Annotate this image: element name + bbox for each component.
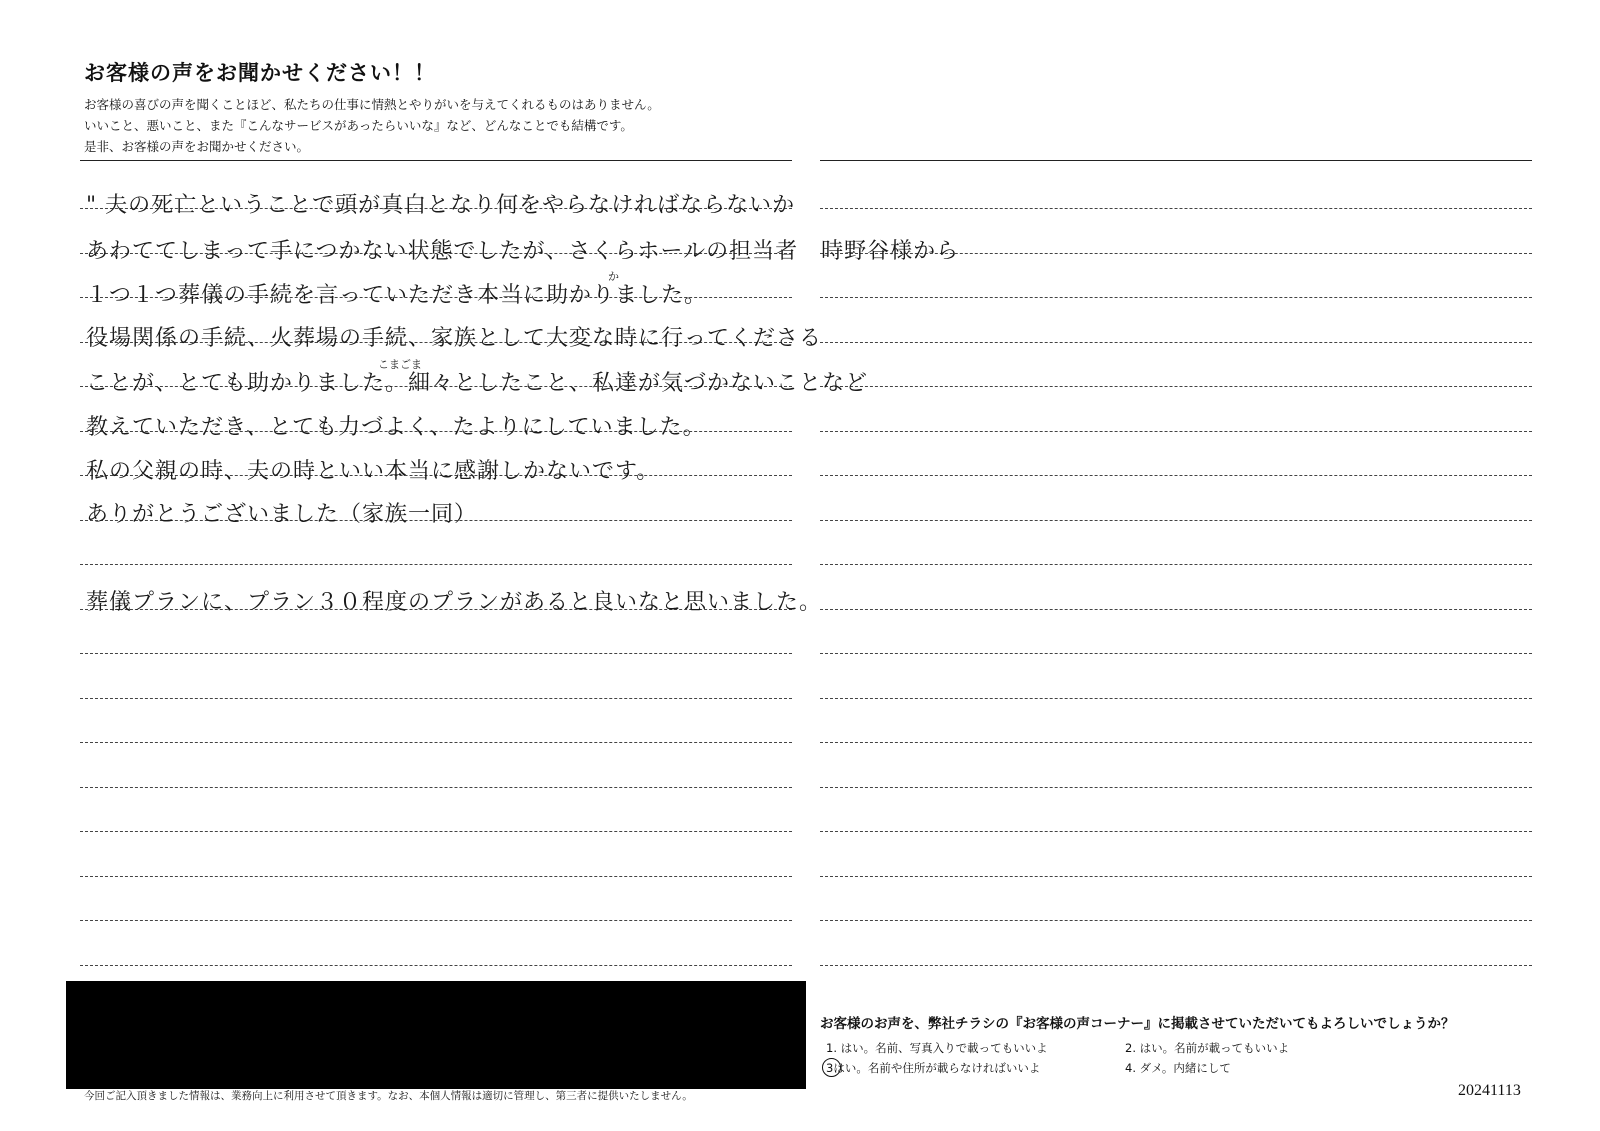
ruled-line — [820, 342, 1532, 343]
ruby-annotation: か — [608, 270, 619, 283]
ruled-line — [820, 520, 1532, 521]
ruled-line — [80, 653, 792, 654]
consent-question: お客様のお声を、弊社チラシの『お客様の声コーナー』に掲載させていただいてもよろしいでしょうか？ — [820, 1016, 1455, 1032]
document-number: 20241113 — [1458, 1082, 1521, 1099]
ruled-line — [820, 475, 1532, 476]
ruled-line — [820, 564, 1532, 565]
ruled-line — [80, 920, 792, 921]
ruby-annotation: こまごま — [378, 358, 422, 371]
ruled-line — [820, 876, 1532, 877]
handwritten-line: 私の父親の時、夫の時といい本当に感謝しかないです。 — [86, 459, 660, 484]
form-intro — [84, 94, 660, 157]
ruled-line — [820, 920, 1532, 921]
ruled-line — [80, 698, 792, 699]
ruled-line — [80, 787, 792, 788]
consent-option-4[interactable]: 4. ダメ。内緒にして — [1125, 1061, 1231, 1075]
handwritten-line: " 夫の死亡ということで頭が真白となり何をやらなければならないか — [86, 193, 796, 218]
intro-line: いいこと、悪いこと、また『こんなサービスがあったらいいな』など、どんなことでも結構です。 — [84, 118, 633, 133]
redaction-block — [66, 981, 806, 1089]
consent-option-3[interactable]: 3はい。名前や住所が載らなければいいよ — [826, 1061, 1041, 1075]
privacy-note: 今回ご記入頂きました情報は、業務向上に利用させて頂きます。なお、本個人情報は適切に管理し、第三者に提供いたしません。 — [84, 1090, 693, 1102]
top-rule-right — [820, 160, 1532, 161]
intro-line: お客様の喜びの声を聞くことほど、私たちの仕事に情熱とやりがいを与えてくれるものはありません。 — [84, 97, 660, 112]
handwritten-line: ことが、とても助かりました。細々としたこと、私達が気づかないことなど — [86, 371, 869, 396]
intro-line: 是非、お客様の声をお聞かせください。 — [84, 139, 310, 154]
ruled-line — [820, 653, 1532, 654]
ruled-line — [820, 609, 1532, 610]
handwritten-line: 葬儀プランに、プラン３０程度のプランがあると良いなと思いました。 — [86, 590, 823, 615]
ruled-line — [820, 431, 1532, 432]
ruled-line — [820, 297, 1532, 298]
ruled-line — [820, 831, 1532, 832]
ruled-line — [820, 742, 1532, 743]
top-rule-left — [80, 160, 792, 161]
consent-option-1[interactable]: 1. はい。名前、写真入りで載ってもいいよ — [826, 1041, 1048, 1055]
handwritten-line: １つ１つ葬儀の手続を言っていただき本当に助かりました。 — [86, 283, 708, 308]
ruled-line — [820, 386, 1532, 387]
ruled-line — [80, 831, 792, 832]
handwritten-line: ありがとうございました（家族一同） — [86, 502, 478, 527]
form-title: お客様の声をお聞かせください！！ — [84, 61, 436, 85]
consent-option-2[interactable]: 2. はい。名前が載ってもいいよ — [1125, 1041, 1290, 1055]
ruled-line — [80, 965, 792, 966]
handwritten-line: あわててしまって手につかない状態でしたが、さくらホールの担当者 時野谷様から — [86, 239, 960, 264]
ruled-line — [80, 742, 792, 743]
ruled-line — [80, 876, 792, 877]
handwritten-line: 役場関係の手続、火葬場の手続、家族として大変な時に行ってくださる — [86, 326, 823, 351]
ruled-line — [820, 787, 1532, 788]
ruled-line — [820, 965, 1532, 966]
ruled-line — [80, 564, 792, 565]
ruled-line — [820, 698, 1532, 699]
ruled-line — [820, 208, 1532, 209]
handwritten-line: 教えていただき、とても力づよく、たよりにしていました。 — [86, 415, 706, 440]
